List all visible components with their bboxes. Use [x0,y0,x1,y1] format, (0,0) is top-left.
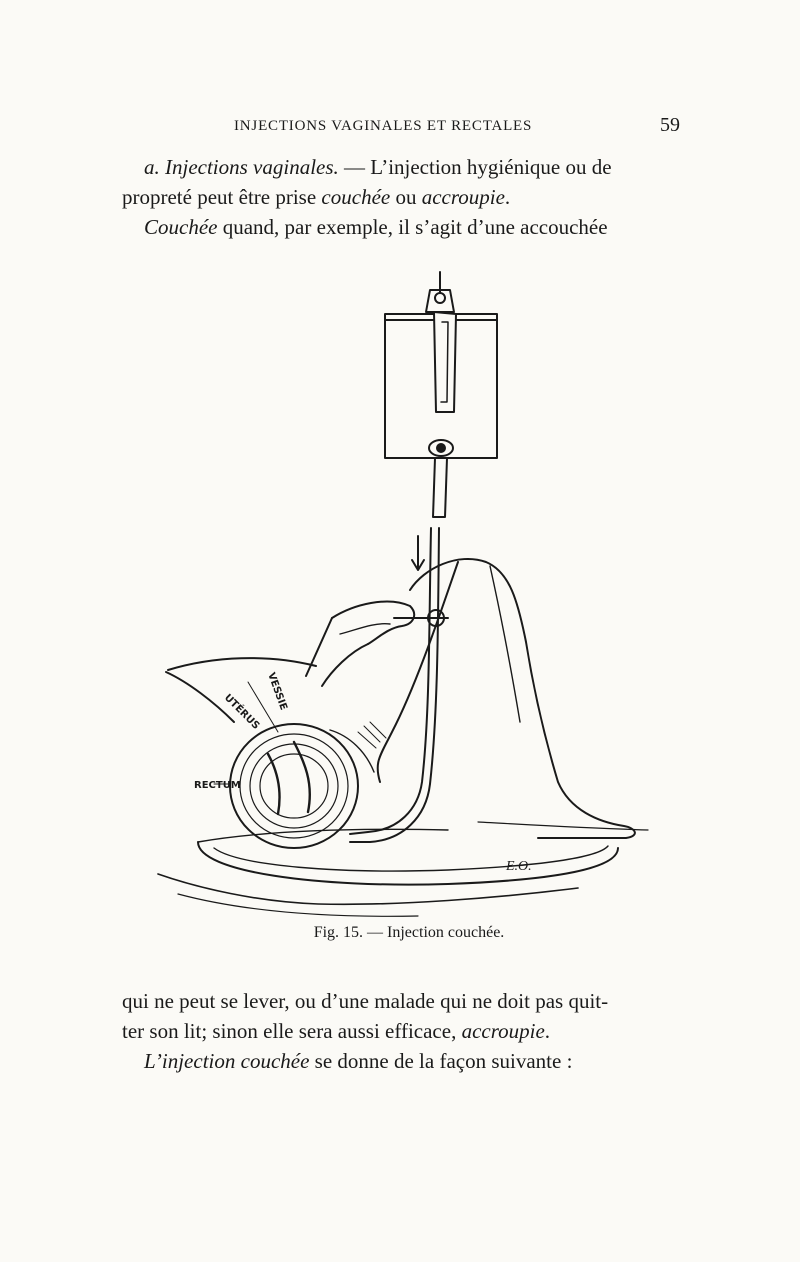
intro-line-2-mid: ou [390,185,422,209]
label-vessie: VESSIE [265,671,289,712]
section-label: a. Injections vaginales. [144,155,339,179]
intro-line-1 [122,152,678,182]
label-rectum: RECTUM [194,780,241,791]
label-uterus: UTÉRUS [221,692,262,732]
term-accroupie: accroupie [421,185,505,209]
outro-line-3 [122,1046,678,1076]
outro-line-2-start: ter son lit; sinon elle sera aussi efficace, [122,1019,462,1043]
outro-line-2 [122,1016,678,1046]
page-number: 59 [660,114,680,136]
outro-line-1: qui ne peut se lever, ou d’une malade qui ne doit pas quit- [122,989,609,1013]
intro-paragraph [122,152,678,242]
outro-paragraph [122,986,678,1076]
outro-line-2-end: . [544,1019,551,1043]
intro-line-3 [122,212,678,242]
figure-caption-text: Fig. 15. — Injection couchée. [313,924,505,941]
running-head [122,116,682,140]
injection-illustration [118,262,688,922]
intro-line-1-text: — L’injection hygiénique ou de [338,155,612,179]
intro-line-2 [122,182,678,212]
term-injection-couchee: L’injection couchée [144,1049,310,1073]
figure-illustration [118,262,688,922]
term-accroupie-2: accroupie [461,1019,545,1043]
figure-caption [0,924,800,942]
artist-signature: E.O. [506,859,532,874]
term-couchee-lead: Couchée [144,215,218,239]
intro-line-2-end: . [504,185,511,209]
intro-line-2-start: propreté peut être prise [122,185,322,209]
running-title: INJECTIONS VAGINALES ET RECTALES [234,118,533,134]
outro-line-3-text: se donne de la façon suivante : [309,1049,573,1073]
intro-line-3-text: quand, par exemple, il s’agit d’une accouchée [217,215,608,239]
term-couchee: couchée [321,185,391,209]
